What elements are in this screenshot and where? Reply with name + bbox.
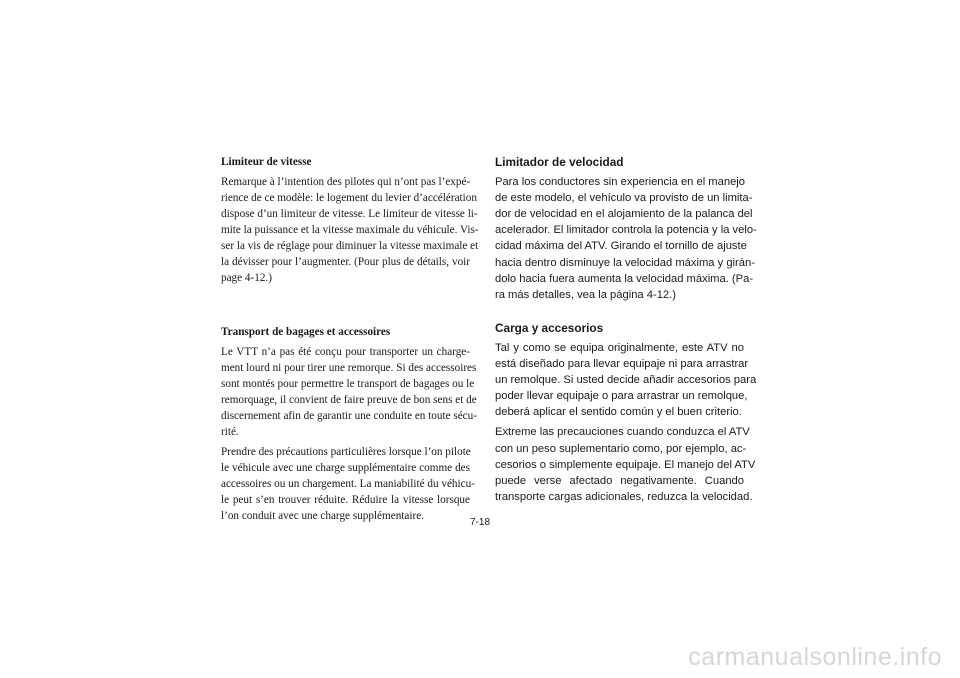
watermark[interactable]: carmanualsonline.info (688, 643, 942, 671)
text-line: deberá aplicar el sentido común y el buen criterio. (495, 406, 742, 419)
fr-speed-limiter-heading: Limiteur de vitesse (221, 156, 312, 168)
text-line: acelerador. El limitador controla la potencia y la velo- (495, 224, 757, 237)
text-line: puede verse afectado negativamente. Cuando (495, 474, 744, 487)
text-line: l’on conduit avec une charge supplémentaire. (221, 510, 424, 522)
fr-speed-limiter-paragraph (221, 174, 479, 286)
text-line: Prendre des précautions particulières lorsque l’on pilote (221, 446, 471, 458)
text-line: un remolque. Si usted decide añadir accesorios para (495, 374, 757, 387)
text-line: cidad máxima del ATV. Girando el tornillo de ajuste (495, 240, 747, 253)
text-line: ser la vis de réglage pour diminuer la vitesse maximale et (221, 240, 479, 252)
spanish-column (495, 154, 757, 509)
es-speed-limiter-heading: Limitador de velocidad (495, 155, 624, 169)
french-column (221, 154, 479, 528)
text-line: cesorios o simplemente equipaje. El manejo del ATV (495, 458, 756, 471)
text-line: Remarque à l’intention des pilotes qui n’ont pas l’expé- (221, 176, 471, 188)
text-line: mite la puissance et la vitesse maximale du véhicule. Vis- (221, 224, 479, 236)
text-line: poder llevar equipaje o para arrastrar un remolque, (495, 390, 748, 403)
text-line: page 4-12.) (221, 272, 272, 284)
text-line: Para los conductores sin experiencia en el manejo (495, 176, 745, 189)
text-line: Tal y como se equipa originalmente, este ATV no (495, 341, 744, 354)
text-line: rience de ce modèle: le logement du levier d’accélération (221, 192, 477, 204)
es-cargo-heading: Carga y accesorios (495, 320, 604, 335)
es-speed-limiter-paragraph (495, 174, 757, 303)
text-line: hacia dentro disminuye la velocidad máxima y girán- (495, 256, 755, 269)
section-spacer (221, 290, 470, 324)
es-cargo-paragraph-2 (495, 424, 756, 504)
fr-cargo-paragraph-1 (221, 344, 477, 440)
text-line: le véhicule avec une charge supplémentaire comme des (221, 462, 470, 474)
text-line: Le VTT n’a pas été conçu pour transporter un charge- (221, 346, 470, 358)
text-line: dor de velocidad en el alojamiento de la palanca del (495, 208, 753, 221)
text-line: transporte cargas adicionales, reduzca la velocidad. (495, 490, 753, 503)
page-number: 7-18 (469, 517, 490, 528)
section-spacer (495, 307, 744, 320)
text-line: dolo hacia fuera aumenta la velocidad máxima. (Pa- (495, 272, 754, 285)
text-line: con un peso suplementario como, por ejemplo, ac- (495, 442, 747, 455)
text-line: de este modelo, el vehículo va provisto de un limita- (495, 192, 753, 205)
text-line: le peut s’en trouver réduite. Réduire la vitesse lorsque (221, 494, 470, 506)
text-line: ra más detalles, vea la página 4-12.) (495, 288, 676, 301)
text-line: la dévisser pour l’augmenter. (Pour plus de détails, voir (221, 256, 470, 268)
text-line: rité. (221, 426, 239, 438)
text-line: ment lourd ni pour tirer une remorque. Si des accessoires (221, 362, 477, 374)
text-line: accessoires ou un chargement. La maniabilité du véhicu- (221, 478, 475, 490)
text-line: está diseñado para llevar equipaje ni para arrastrar (495, 358, 749, 371)
fr-cargo-heading: Transport de bagages et accessoires (221, 326, 391, 338)
es-cargo-paragraph-1 (495, 340, 757, 420)
text-line: discernement afin de garantir une conduite en toute sécu- (221, 410, 477, 422)
text-line: remorquage, il convient de faire preuve de bon sens et de (221, 394, 477, 406)
text-line: sont montés pour permettre le transport de bagages ou le (221, 378, 475, 390)
text-line: Extreme las precauciones cuando conduzca el ATV (495, 426, 750, 439)
text-line: dispose d’un limiteur de vitesse. Le limiteur de vitesse li- (221, 208, 478, 220)
fr-cargo-paragraph-2 (221, 444, 475, 524)
